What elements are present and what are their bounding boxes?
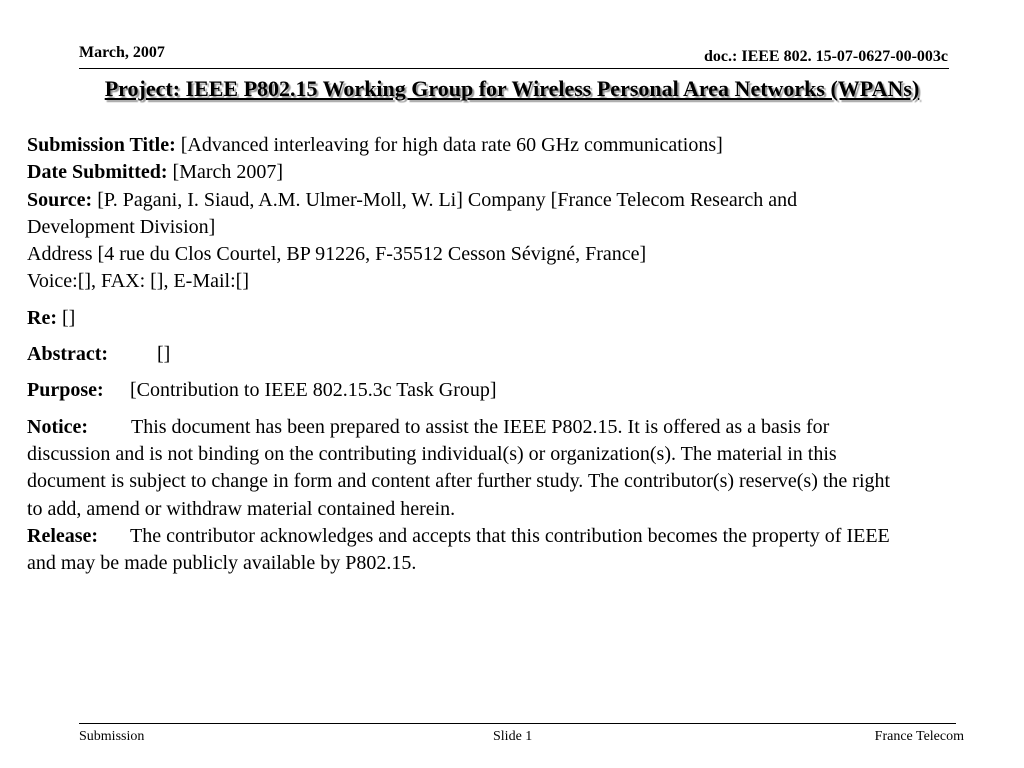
footer-submission: Submission xyxy=(79,729,145,744)
notice-text-line3: document is subject to change in form and content after further study. The contributor(s) reserve(s) the right xyxy=(27,470,891,493)
notice-label: Notice: xyxy=(27,415,89,438)
purpose-value: [Contribution to IEEE 802.15.3c Task Group] xyxy=(130,379,497,402)
abstract-label: Abstract: xyxy=(27,343,109,366)
source-value: [P. Pagani, I. Siaud, A.M. Ulmer-Moll, W. Li] Company [France Telecom Research and xyxy=(97,188,798,211)
header-doc-number: doc.: IEEE 802. 15-07-0627-00-003c xyxy=(704,48,948,65)
header-date: March, 2007 xyxy=(79,44,165,61)
notice-text-line2: discussion and is not binding on the contributing individual(s) or organization(s). The material in this xyxy=(27,442,837,465)
source-line-continued: Development Division] xyxy=(27,215,216,238)
notice-text: This document has been prepared to assist the IEEE P802.15. It is offered as a basis for xyxy=(131,415,830,438)
footer-company: France Telecom xyxy=(874,729,964,744)
address-line: Address [4 rue du Clos Courtel, BP 91226, F-35512 Cesson Sévigné, France] xyxy=(27,243,647,266)
source-label: Source: xyxy=(27,188,93,211)
footer-divider xyxy=(79,723,956,724)
contact-line: Voice:[], FAX: [], E-Mail:[] xyxy=(27,270,249,293)
re-line xyxy=(27,305,1017,332)
date-submitted-value: [March 2007] xyxy=(172,161,284,184)
footer-slide-number: Slide 1 xyxy=(493,729,533,744)
notice-text-line4: to add, amend or withdraw material contained herein. xyxy=(27,497,456,520)
purpose-label: Purpose: xyxy=(27,379,104,402)
submission-title-line xyxy=(27,132,1017,159)
purpose-line xyxy=(27,377,1017,404)
re-label: Re: xyxy=(27,306,57,329)
submission-title-value: [Advanced interleaving for high data rate 60 GHz communications] xyxy=(180,134,723,156)
header-divider xyxy=(79,68,949,69)
notice-line xyxy=(27,414,1017,441)
release-text-line2: and may be made publicly available by P802.15. xyxy=(27,552,417,575)
date-submitted-line xyxy=(27,159,1017,186)
date-submitted-label: Date Submitted: xyxy=(27,161,168,184)
release-label: Release: xyxy=(27,524,99,547)
project-title: Project: IEEE P802.15 Working Group for Wireless Personal Area Networks (WPANs) xyxy=(104,76,920,101)
document-body xyxy=(27,132,1017,577)
submission-title-label: Submission Title: xyxy=(27,134,176,156)
release-line xyxy=(27,523,1017,550)
abstract-line xyxy=(27,341,1017,368)
abstract-value: [] xyxy=(157,343,171,366)
re-value: [] xyxy=(61,306,76,329)
release-text: The contributor acknowledges and accepts that this contribution becomes the property of IEEE xyxy=(130,524,890,547)
source-line xyxy=(27,187,1017,214)
